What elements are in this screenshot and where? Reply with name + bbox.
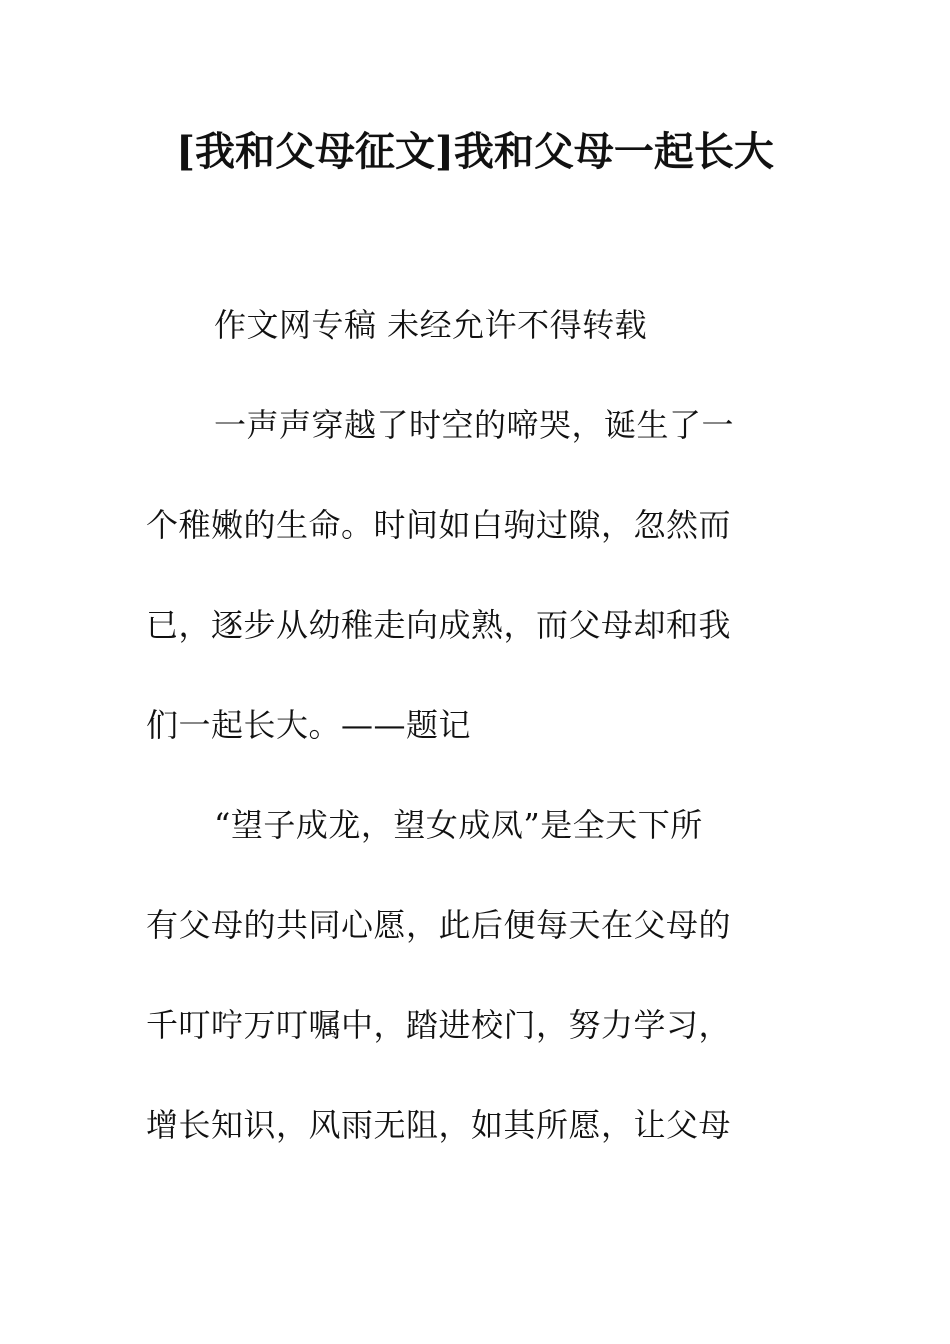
document-title: [我和父母征文]我和父母一起长大: [176, 128, 774, 175]
paragraph-line: 有父母的共同心愿，此后便每天在父母的: [146, 906, 732, 944]
paragraph-line: 一声声穿越了时空的啼哭，诞生了一: [214, 406, 735, 444]
paragraph-line: 们一起长大。——题记: [146, 706, 472, 744]
paragraph-line: 个稚嫩的生命。时间如白驹过隙，忽然而: [146, 506, 732, 544]
paragraph-line: “望子成龙，望女成凤”是全天下所: [214, 806, 703, 844]
paragraph-line: 增长知识，风雨无阻，如其所愿，让父母: [146, 1106, 732, 1144]
byline: 作文网专稿 未经允许不得转载: [214, 306, 648, 344]
paragraph-line: 千叮咛万叮嘱中，踏进校门，努力学习，: [146, 1006, 732, 1044]
paragraph-line: 已，逐步从幼稚走向成熟，而父母却和我: [146, 606, 732, 644]
